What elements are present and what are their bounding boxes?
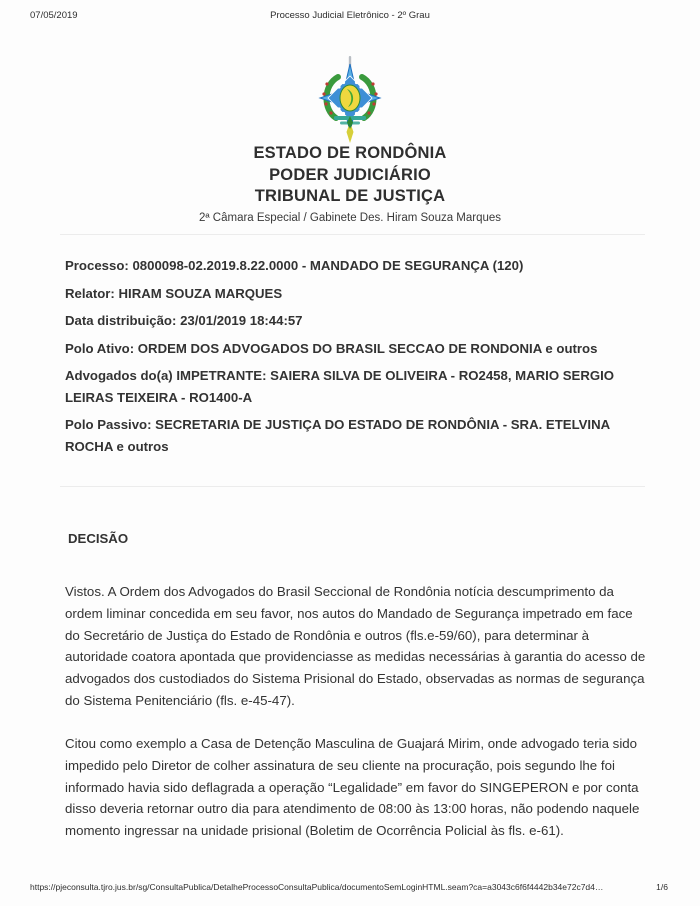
decision-heading: DECISÃO xyxy=(68,531,129,546)
relator-label: Relator: xyxy=(65,285,115,301)
chamber-line: 2ª Câmara Especial / Gabinete Des. Hiram Souza Marques xyxy=(198,211,502,224)
process-number-label: Processo: xyxy=(65,258,129,273)
distribution-date-label: Data distribuição: xyxy=(65,313,177,328)
lawyers-label: Advogados do(a) IMPETRANTE: xyxy=(65,368,267,383)
print-title: Processo Judicial Eletrônico - 2º Grau xyxy=(270,10,430,21)
distribution-date-value: 23/01/2019 18:44:57 xyxy=(180,313,303,328)
emblem-center xyxy=(340,85,360,111)
distribution-date-row xyxy=(65,310,643,332)
print-footer xyxy=(0,882,700,894)
divider-top xyxy=(60,234,645,235)
org-state-name: ESTADO DE RONDÔNIA xyxy=(253,144,447,162)
print-date: 07/05/2019 xyxy=(30,10,78,21)
letterhead xyxy=(0,143,700,224)
process-info xyxy=(65,255,643,463)
passive-party-row xyxy=(65,414,643,457)
decision-paragraph-2: Citou como exemplo a Casa de Detenção Masculina de Guajará Mirim, onde advogado teria sido impedido pelo Diretor de colher assinatura de seu cliente na procuração, pois segundo lhe foi informado havia sido deflagrada a operação “Legalidade” em favor do SINGEPERON e por conta disso deveria retornar outro dia para atendimento de 08:00 às 13:00 horas, não podendo naquele momento ingressar na unidade prisional (Boletim de Ocorrência Policial às fls. e-61). xyxy=(65,736,640,839)
relator-value: HIRAM SOUZA MARQUES xyxy=(118,285,283,301)
active-party-row xyxy=(65,338,643,360)
decision-paragraph-1: Vistos. A Ordem dos Advogados do Brasil Seccional de Rondônia notícia descumprimento da ordem liminar concedida em seu favor, nos autos do Mandado de Segurança impetrado em face do Secretário de Justiça do Estado de Rondônia e outros (fls.e-59/60), para determinar à autoridade coatora apontada que providenciasse as medidas necessárias à garantia do acesso de advogados dos custodiados do Sistema Prisional do Estado, observadas as normas de segurança do Sistema Penitenciário (fls. e-45-47). xyxy=(65,584,646,708)
lawyers-value: SAIERA SILVA DE OLIVEIRA - RO2458, MARIO SERGIO LEIRAS TEIXEIRA - RO1400-A xyxy=(65,368,615,405)
lawyers-row xyxy=(65,365,643,408)
org-court-name: TRIBUNAL DE JUSTIÇA xyxy=(254,187,446,205)
divider-middle xyxy=(60,486,645,487)
passive-party-label: Polo Passivo: xyxy=(65,417,152,432)
print-header xyxy=(0,10,700,24)
active-party-label: Polo Ativo: xyxy=(65,340,135,356)
process-number-value: 0800098-02.2019.8.22.0000 - MANDADO DE SEGURANÇA (120) xyxy=(132,258,524,273)
source-url: https://pjeconsulta.tjro.jus.br/sg/ConsultaPublica/DetalheProcessoConsultaPublica/documentoSemLoginHTML.seam?ca=a3043c6f6f4442b34e72c7d4… xyxy=(30,882,604,892)
org-branch-name: PODER JUDICIÁRIO xyxy=(269,165,431,184)
page-number: 1/6 xyxy=(656,882,668,892)
process-number-row xyxy=(65,255,643,277)
active-party-value: ORDEM DOS ADVOGADOS DO BRASIL SECCAO DE RONDONIA e outros xyxy=(137,340,598,356)
passive-party-value: SECRETARIA DE JUSTIÇA DO ESTADO DE RONDÔNIA - SRA. ETELVINA ROCHA e outros xyxy=(65,417,610,454)
relator-row xyxy=(65,283,643,305)
rondonia-coat-of-arms-icon xyxy=(313,56,387,144)
